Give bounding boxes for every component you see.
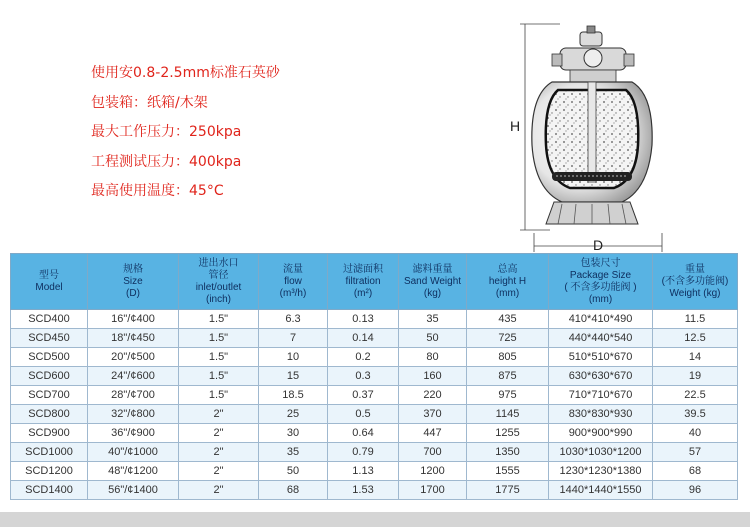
cell-weight: 39.5 (653, 405, 738, 424)
cell-model: SCD1400 (11, 481, 88, 500)
cell-height: 875 (467, 367, 549, 386)
cell-flow: 6.3 (259, 310, 328, 329)
cell-weight: 12.5 (653, 329, 738, 348)
filter-illustration (490, 20, 690, 252)
table-row (11, 481, 738, 500)
cell-package-size: 900*900*990 (549, 424, 653, 443)
cell-package-size: 630*630*670 (549, 367, 653, 386)
cell-height: 1555 (467, 462, 549, 481)
header-en-label: ( 不含多功能阀 ) (564, 281, 637, 293)
cell-height: 435 (467, 310, 549, 329)
table-row (11, 310, 738, 329)
cell-filtration: 0.5 (328, 405, 399, 424)
cell-weight: 68 (653, 462, 738, 481)
header-en-label: Size (123, 275, 143, 287)
cell-size: 18"/¢450 (88, 329, 179, 348)
table-row (11, 462, 738, 481)
header-height (467, 254, 549, 310)
cell-package-size: 410*410*490 (549, 310, 653, 329)
header-cn-label: 进出水口 (198, 257, 239, 269)
header-en-label: flow (284, 275, 302, 287)
cell-sand-weight: 447 (399, 424, 467, 443)
cell-filtration: 1.53 (328, 481, 399, 500)
spec-max-temperature: 最高使用温度：45°C (91, 183, 224, 199)
table-row (11, 424, 738, 443)
table-row (11, 386, 738, 405)
header-cn-label: 流量 (283, 263, 303, 275)
header-cn-label: 总高 (497, 263, 518, 275)
spec-test-pressure: 工程测试压力：400kpa (91, 153, 242, 170)
header-flow (259, 254, 328, 310)
cell-model: SCD600 (11, 367, 88, 386)
header-cn-label: 包装尺寸 (580, 257, 621, 269)
cell-size: 16"/¢400 (88, 310, 179, 329)
cell-size: 36"/¢900 (88, 424, 179, 443)
cell-flow: 15 (259, 367, 328, 386)
sand-filter-diagram (490, 20, 690, 252)
cell-size: 28"/¢700 (88, 386, 179, 405)
header-size (88, 254, 179, 310)
cell-height: 1350 (467, 443, 549, 462)
cell-weight: 22.5 (653, 386, 738, 405)
header-en-label: Sand Weight (403, 275, 462, 287)
diameter-label: D (593, 237, 604, 252)
table-body (11, 310, 738, 500)
header-en-label: (m²) (353, 287, 373, 299)
header-cn-label: 规格 (123, 263, 143, 275)
cell-weight: 57 (653, 443, 738, 462)
cell-package-size: 440*440*540 (549, 329, 653, 348)
table-row (11, 329, 738, 348)
height-label: H (510, 118, 521, 134)
bottom-band (0, 512, 750, 527)
cell-model: SCD500 (11, 348, 88, 367)
cell-sand-weight: 1700 (399, 481, 467, 500)
cell-package-size: 1230*1230*1380 (549, 462, 653, 481)
cell-model: SCD1000 (11, 443, 88, 462)
header-inlet-outlet (179, 254, 259, 310)
header-en-label: (不含多功能阀) (661, 275, 729, 287)
cell-weight: 11.5 (653, 310, 738, 329)
header-cn-label: 滤料重量 (412, 263, 453, 275)
cell-flow: 10 (259, 348, 328, 367)
cell-height: 805 (467, 348, 549, 367)
cell-sand-weight: 50 (399, 329, 467, 348)
cell-inlet-outlet: 2" (179, 405, 259, 424)
cell-weight: 19 (653, 367, 738, 386)
header-en-label: height H (488, 275, 527, 287)
table-row (11, 405, 738, 424)
cell-package-size: 510*510*670 (549, 348, 653, 367)
cell-filtration: 1.13 (328, 462, 399, 481)
header-weight (653, 254, 738, 310)
cell-inlet-outlet: 1.5" (179, 310, 259, 329)
spec-notes (91, 63, 280, 211)
cell-inlet-outlet: 1.5" (179, 367, 259, 386)
cell-inlet-outlet: 2" (179, 462, 259, 481)
header-en-label: Model (35, 281, 63, 293)
header-cn-label: 重量 (685, 263, 705, 275)
cell-model: SCD1200 (11, 462, 88, 481)
cell-model: SCD800 (11, 405, 88, 424)
cell-height: 725 (467, 329, 549, 348)
cell-weight: 96 (653, 481, 738, 500)
header-cn-label: 型号 (39, 269, 59, 281)
cell-flow: 7 (259, 329, 328, 348)
spec-packaging: 包装箱：纸箱/木架 (91, 94, 208, 111)
cell-sand-weight: 80 (399, 348, 467, 367)
cell-package-size: 830*830*930 (549, 405, 653, 424)
cell-inlet-outlet: 1.5" (179, 329, 259, 348)
cell-model: SCD900 (11, 424, 88, 443)
table-row (11, 367, 738, 386)
cell-filtration: 0.64 (328, 424, 399, 443)
cell-inlet-outlet: 2" (179, 481, 259, 500)
cell-filtration: 0.3 (328, 367, 399, 386)
cell-flow: 30 (259, 424, 328, 443)
spec-max-pressure: 最大工作压力：250kpa (91, 124, 242, 140)
cell-filtration: 0.14 (328, 329, 399, 348)
cell-filtration: 0.79 (328, 443, 399, 462)
cell-model: SCD700 (11, 386, 88, 405)
cell-sand-weight: 700 (399, 443, 467, 462)
header-en-label: inlet/outlet (195, 281, 242, 293)
table-row (11, 348, 738, 367)
cell-inlet-outlet: 1.5" (179, 386, 259, 405)
cell-inlet-outlet: 2" (179, 424, 259, 443)
cell-sand-weight: 35 (399, 310, 467, 329)
header-en-label: (m³/h) (279, 287, 307, 299)
cell-package-size: 1030*1030*1200 (549, 443, 653, 462)
cell-size: 40"/¢1000 (88, 443, 179, 462)
cell-inlet-outlet: 2" (179, 443, 259, 462)
header-en-label: filtration (345, 275, 381, 287)
cell-size: 24"/¢600 (88, 367, 179, 386)
cell-filtration: 0.13 (328, 310, 399, 329)
cell-flow: 25 (259, 405, 328, 424)
cell-height: 1255 (467, 424, 549, 443)
cell-weight: 40 (653, 424, 738, 443)
cell-package-size: 710*710*670 (549, 386, 653, 405)
cell-sand-weight: 370 (399, 405, 467, 424)
spec-table (10, 253, 738, 500)
cell-sand-weight: 220 (399, 386, 467, 405)
header-package-size (549, 254, 653, 310)
cell-filtration: 0.37 (328, 386, 399, 405)
header-en-label: Weight (kg) (669, 287, 721, 299)
cell-inlet-outlet: 1.5" (179, 348, 259, 367)
header-en-label: (kg) (423, 287, 442, 299)
cell-model: SCD400 (11, 310, 88, 329)
cell-sand-weight: 1200 (399, 462, 467, 481)
cell-flow: 68 (259, 481, 328, 500)
header-cn-label: 过滤面积 (343, 263, 383, 275)
cell-filtration: 0.2 (328, 348, 399, 367)
header-en-label: Package Size (569, 269, 632, 281)
header-en-label: 管径 (208, 269, 229, 281)
cell-height: 1145 (467, 405, 549, 424)
cell-size: 48"/¢1200 (88, 462, 179, 481)
cell-flow: 35 (259, 443, 328, 462)
header-en-label: (D) (126, 287, 140, 299)
header-filtration (328, 254, 399, 310)
header-en-label: (mm) (495, 287, 520, 299)
cell-weight: 14 (653, 348, 738, 367)
cell-model: SCD450 (11, 329, 88, 348)
cell-size: 32"/¢800 (88, 405, 179, 424)
cell-height: 1775 (467, 481, 549, 500)
table-row (11, 443, 738, 462)
cell-flow: 18.5 (259, 386, 328, 405)
cell-height: 975 (467, 386, 549, 405)
header-en-label: (mm) (588, 293, 613, 305)
cell-sand-weight: 160 (399, 367, 467, 386)
header-sand-weight (399, 254, 467, 310)
cell-size: 56"/¢1400 (88, 481, 179, 500)
header-en-label: (inch) (205, 293, 231, 305)
spec-sand-note: 使用安0.8-2.5mm标准石英砂 (91, 65, 280, 81)
header-model (11, 254, 88, 310)
table-header-row (11, 254, 738, 310)
cell-package-size: 1440*1440*1550 (549, 481, 653, 500)
cell-size: 20"/¢500 (88, 348, 179, 367)
cell-flow: 50 (259, 462, 328, 481)
